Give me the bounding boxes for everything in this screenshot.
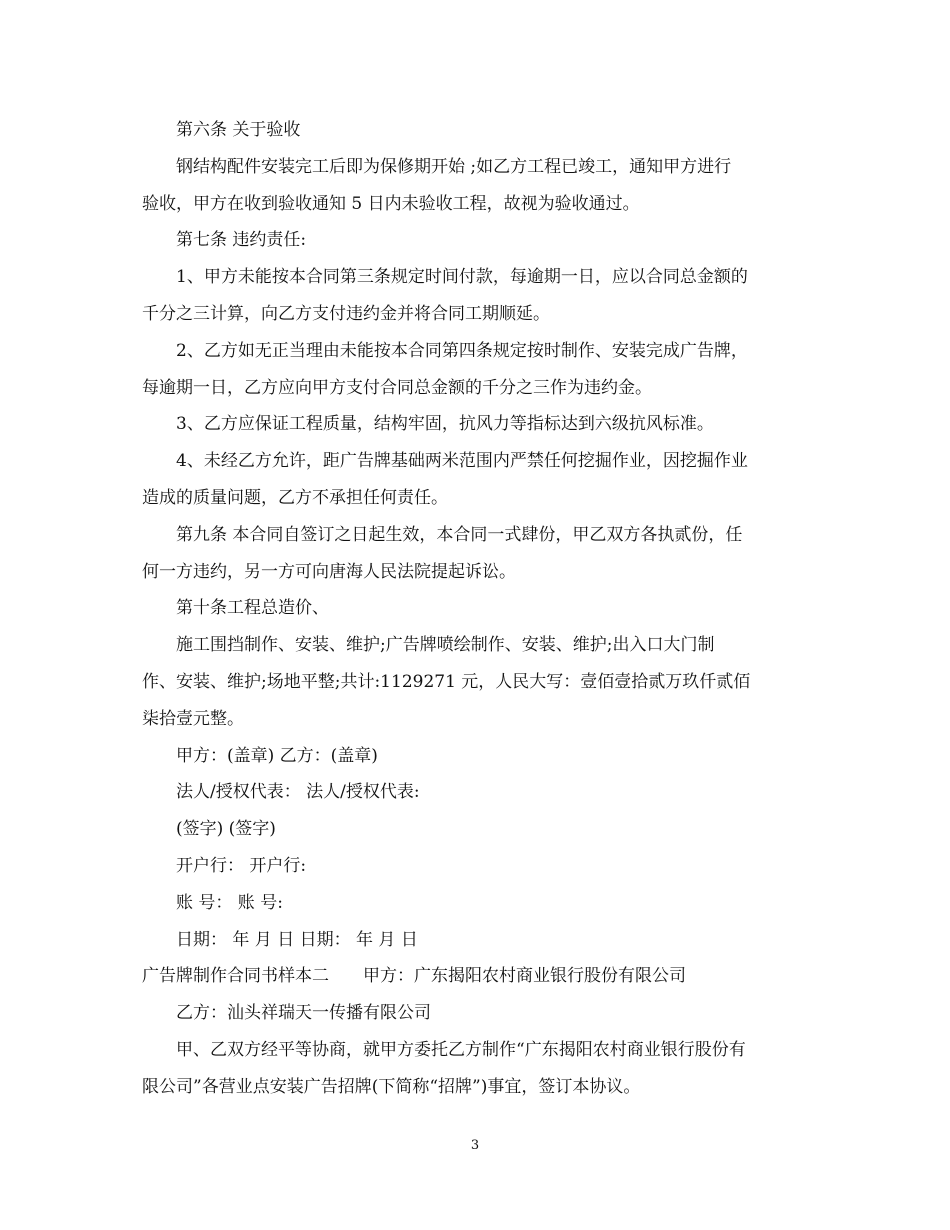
text-line: 何一方违约，另一方可向唐海人民法院提起诉讼。	[142, 561, 516, 582]
text-line: 第十条工程总造价、	[176, 598, 329, 619]
text-line: 造成的质量问题，乙方不承担任何责任。	[142, 487, 448, 508]
text-line: 4、未经乙方允许，距广告牌基础两米范围内严禁任何挖掘作业，因挖掘作业	[176, 451, 748, 472]
text-line: (签字) (签字)	[176, 819, 276, 840]
text-line: 乙方：汕头祥瑞天一传播有限公司	[176, 1003, 431, 1024]
text-line: 开户行： 开户行:	[176, 855, 307, 876]
text-line: 甲、乙双方经平等协商，就甲方委托乙方制作“广东揭阳农村商业银行股份有	[176, 1039, 746, 1060]
text-line: 第六条 关于验收	[176, 120, 301, 140]
text-line: 钢结构配件安装完工后即为保修期开始 ;如乙方工程已竣工，通知甲方进行	[176, 156, 732, 177]
text-line: 日期： 年 月 日 日期： 年 月 日	[176, 929, 418, 950]
text-line: 账 号： 账 号:	[176, 892, 283, 913]
text-line: 法人/授权代表： 法人/授权代表:	[176, 782, 420, 803]
text-line: 第七条 违约责任:	[176, 230, 307, 251]
text-line: 千分之三计算，向乙方支付违约金并将合同工期顺延。	[142, 303, 550, 324]
text-line: 甲方：(盖章) 乙方：(盖章)	[176, 745, 378, 766]
text-line: 每逾期一日，乙方应向甲方支付合同总金额的千分之三作为违约金。	[142, 377, 652, 398]
text-line: 限公司”各营业点安装广告招牌(下简称“招牌”)事宜，签订本协议。	[142, 1076, 641, 1097]
text-line: 1、甲方未能按本合同第三条规定时间付款，每逾期一日，应以合同总金额的	[176, 267, 748, 288]
text-line: 2、乙方如无正当理由未能按本合同第四条规定按时制作、安装完成广告牌，	[176, 340, 748, 361]
text-line: 验收，甲方在收到验收通知 5 日内未验收工程，故视为验收通过。	[142, 193, 640, 214]
document-body	[142, 112, 810, 1106]
text-line: 作、安装、维护;场地平整;共计:1129271 元，人民大写：壹佰壹拾贰万玖仟贰佰	[142, 671, 751, 692]
text-line: 柒拾壹元整。	[142, 708, 244, 729]
text-line: 3、乙方应保证工程质量，结构牢固，抗风力等指标达到六级抗风标准。	[176, 414, 714, 435]
text-line: 第九条 本合同自签订之日起生效，本合同一式肆份，甲乙双方各执贰份，任	[176, 524, 743, 545]
text-line: 施工围挡制作、安装、维护;广告牌喷绘制作、安装、维护;出入口大门制	[176, 635, 715, 656]
page-number: 3	[470, 1138, 480, 1153]
text-line: 广告牌制作合同书样本二 甲方：广东揭阳农村商业银行股份有限公司	[142, 966, 686, 987]
